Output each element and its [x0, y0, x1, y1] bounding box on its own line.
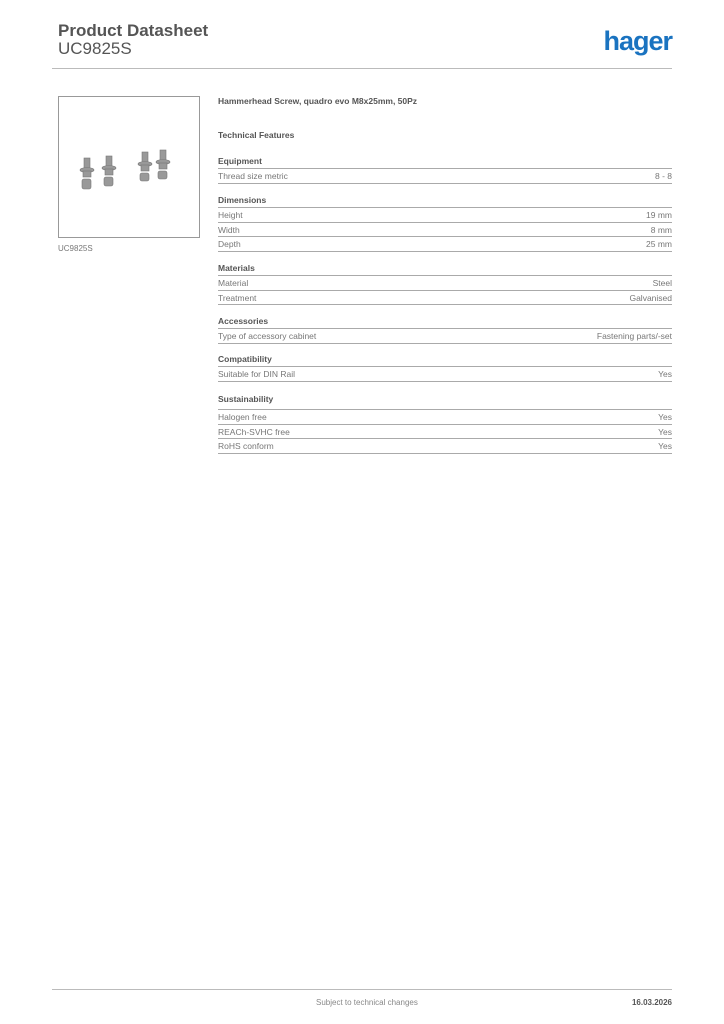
- section-heading: Dimensions: [218, 193, 672, 208]
- spec-value: 19 mm: [646, 210, 672, 220]
- spec-label: RoHS conform: [218, 441, 274, 451]
- product-image: [58, 96, 200, 238]
- section-heading: Compatibility: [218, 352, 672, 367]
- spec-row: [218, 237, 672, 252]
- page-title: Product Datasheet: [58, 21, 209, 40]
- product-code: UC9825S: [58, 39, 132, 58]
- screws-illustration: [59, 97, 199, 237]
- spec-value: Galvanised: [629, 292, 672, 303]
- spec-label: Halogen free: [218, 412, 267, 422]
- section-accessories: [218, 314, 672, 344]
- spec-row: [218, 276, 672, 291]
- section-compatibility: [218, 352, 672, 382]
- spec-row: [218, 425, 672, 440]
- spec-value: Steel: [652, 278, 672, 288]
- spec-row: [218, 208, 672, 223]
- spec-label: Thread size metric: [218, 171, 288, 181]
- spec-value: Fastening parts/-set: [596, 331, 672, 341]
- spec-label: Depth: [218, 239, 241, 249]
- section-dimensions: [218, 193, 672, 252]
- section-equipment: [218, 154, 672, 184]
- hager-logo: hager: [603, 26, 672, 56]
- spec-row: [218, 223, 672, 238]
- footer-note: Subject to technical changes: [316, 998, 418, 1007]
- spec-row: [218, 169, 672, 184]
- section-heading: Materials: [218, 261, 672, 276]
- spec-label: Height: [218, 210, 243, 220]
- section-heading: Equipment: [218, 154, 672, 169]
- technical-features-heading: Technical Features: [218, 130, 295, 140]
- spec-label: Type of accessory cabinet: [218, 331, 317, 341]
- spec-label: Width: [218, 224, 240, 235]
- section-sustainability: [218, 392, 672, 454]
- spec-value: 8 - 8: [654, 171, 672, 181]
- spec-row: [218, 439, 672, 454]
- spec-row: [218, 367, 672, 382]
- spec-value: 8 mm: [650, 224, 672, 235]
- spec-label: Suitable for DIN Rail: [218, 369, 296, 379]
- spec-row: [218, 291, 672, 306]
- spec-label: REACh-SVHC free: [218, 426, 290, 437]
- section-heading: Sustainability: [218, 392, 672, 410]
- header-divider: [52, 68, 672, 69]
- spec-value: Yes: [658, 412, 672, 422]
- spec-row: [218, 410, 672, 425]
- product-name: Hammerhead Screw, quadro evo M8x25mm, 50Pz: [218, 96, 418, 106]
- spec-row: [218, 329, 672, 344]
- spec-value: Yes: [658, 426, 672, 437]
- section-heading: Accessories: [218, 314, 672, 329]
- image-caption: UC9825S: [58, 244, 93, 253]
- footer-date: 16.03.2026: [631, 998, 672, 1007]
- section-materials: [218, 261, 672, 305]
- spec-value: 25 mm: [646, 239, 672, 249]
- spec-label: Material: [218, 278, 249, 288]
- spec-value: Yes: [658, 369, 672, 379]
- spec-label: Treatment: [218, 292, 257, 303]
- spec-value: Yes: [658, 441, 672, 451]
- footer-divider: [52, 989, 672, 990]
